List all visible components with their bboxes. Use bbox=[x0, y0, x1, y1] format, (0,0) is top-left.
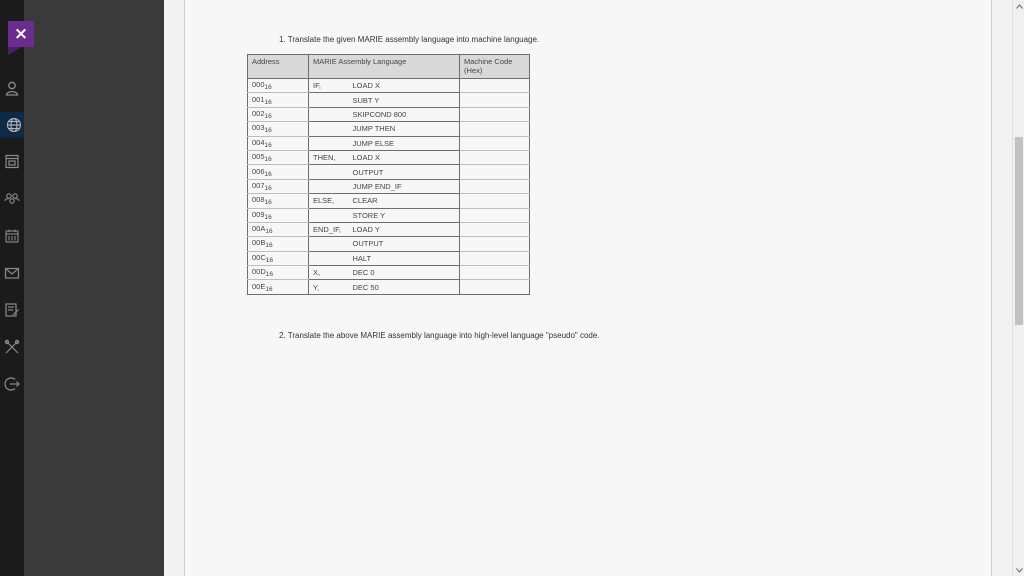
table-header-row bbox=[248, 55, 530, 79]
address-value: 007 bbox=[252, 180, 265, 190]
table-row bbox=[248, 266, 530, 280]
marie-table bbox=[247, 54, 530, 295]
address-base: 16 bbox=[265, 228, 273, 236]
table-row bbox=[248, 251, 530, 265]
label-cell bbox=[309, 251, 349, 265]
table-body bbox=[248, 79, 530, 295]
user-icon[interactable] bbox=[4, 80, 20, 96]
address-cell bbox=[248, 237, 309, 251]
instruction-cell: LOAD Y bbox=[349, 222, 460, 236]
machine-code-cell[interactable] bbox=[460, 222, 530, 236]
address-cell bbox=[248, 222, 309, 236]
nav-rail bbox=[0, 0, 24, 576]
instruction-cell: OUTPUT bbox=[349, 165, 460, 179]
address-cell bbox=[248, 79, 309, 93]
address-value: 006 bbox=[252, 166, 265, 176]
machine-code-cell[interactable] bbox=[460, 194, 530, 208]
address-cell bbox=[248, 208, 309, 222]
label-cell bbox=[309, 179, 349, 193]
address-cell bbox=[248, 150, 309, 164]
address-base: 16 bbox=[265, 242, 273, 250]
address-value: 001 bbox=[252, 94, 265, 104]
table-row bbox=[248, 93, 530, 107]
table-row bbox=[248, 122, 530, 136]
logout-icon[interactable] bbox=[4, 376, 20, 392]
machine-code-cell[interactable] bbox=[460, 251, 530, 265]
address-cell bbox=[248, 194, 309, 208]
label-cell: IF, bbox=[309, 79, 349, 93]
instruction-cell: JUMP THEN bbox=[349, 122, 460, 136]
instruction-cell: DEC 50 bbox=[349, 280, 460, 294]
address-base: 16 bbox=[264, 98, 272, 106]
mail-icon[interactable] bbox=[4, 265, 20, 281]
address-header: Address bbox=[248, 55, 309, 79]
label-cell bbox=[309, 136, 349, 150]
address-base: 16 bbox=[265, 285, 273, 293]
address-value: 000 bbox=[252, 80, 265, 90]
calendar-icon[interactable] bbox=[4, 153, 20, 169]
grades-icon[interactable] bbox=[4, 228, 20, 244]
instruction-cell: OUTPUT bbox=[349, 237, 460, 251]
address-cell bbox=[248, 179, 309, 193]
instruction-cell: DEC 0 bbox=[349, 266, 460, 280]
tools-icon[interactable] bbox=[4, 339, 20, 355]
address-cell bbox=[248, 280, 309, 294]
machine-code-cell[interactable] bbox=[460, 79, 530, 93]
instruction-cell: LOAD X bbox=[349, 150, 460, 164]
address-base: 16 bbox=[264, 112, 272, 120]
address-cell bbox=[248, 266, 309, 280]
address-value: 004 bbox=[252, 137, 265, 147]
address-value: 003 bbox=[252, 123, 265, 133]
table-row bbox=[248, 107, 530, 121]
table-row bbox=[248, 136, 530, 150]
address-value: 00D bbox=[252, 267, 266, 277]
machine-code-cell[interactable] bbox=[460, 93, 530, 107]
groups-icon[interactable] bbox=[4, 191, 20, 207]
assembly-header: MARIE Assembly Language bbox=[309, 55, 460, 79]
address-base: 16 bbox=[264, 141, 272, 149]
label-cell bbox=[309, 237, 349, 251]
globe-icon[interactable] bbox=[0, 112, 24, 138]
address-cell bbox=[248, 107, 309, 121]
address-cell bbox=[248, 251, 309, 265]
address-cell bbox=[248, 136, 309, 150]
instruction-cell: LOAD X bbox=[349, 79, 460, 93]
label-cell bbox=[309, 165, 349, 179]
machine-code-cell[interactable] bbox=[460, 150, 530, 164]
question-1-text: 1. Translate the given MARIE assembly language into machine language. bbox=[279, 35, 540, 44]
table-row bbox=[248, 280, 530, 294]
instruction-cell: STORE Y bbox=[349, 208, 460, 222]
vertical-scrollbar[interactable] bbox=[1012, 0, 1024, 576]
machine-code-cell[interactable] bbox=[460, 266, 530, 280]
table-row bbox=[248, 79, 530, 93]
address-base: 16 bbox=[264, 184, 272, 192]
label-cell: ELSE, bbox=[309, 194, 349, 208]
address-value: 00B bbox=[252, 238, 266, 248]
address-base: 16 bbox=[264, 127, 272, 135]
machine-code-cell[interactable] bbox=[460, 122, 530, 136]
address-cell bbox=[248, 165, 309, 179]
address-base: 16 bbox=[264, 199, 272, 207]
address-base: 16 bbox=[264, 156, 272, 164]
address-cell bbox=[248, 122, 309, 136]
machine-code-cell[interactable] bbox=[460, 237, 530, 251]
instruction-cell: SKIPCOND 800 bbox=[349, 107, 460, 121]
address-value: 005 bbox=[252, 152, 265, 162]
label-cell: THEN, bbox=[309, 150, 349, 164]
table-row bbox=[248, 165, 530, 179]
address-cell bbox=[248, 93, 309, 107]
machine-code-header: Machine Code (Hex) bbox=[460, 55, 530, 79]
label-cell bbox=[309, 93, 349, 107]
address-value: 00E bbox=[252, 281, 266, 291]
document-page bbox=[184, 0, 992, 576]
scroll-up-arrow-icon[interactable] bbox=[1015, 2, 1023, 10]
label-cell: X, bbox=[309, 266, 349, 280]
instruction-cell: CLEAR bbox=[349, 194, 460, 208]
address-value: 002 bbox=[252, 108, 265, 118]
address-base: 16 bbox=[264, 170, 272, 178]
label-cell bbox=[309, 208, 349, 222]
close-button[interactable]: × bbox=[8, 21, 34, 47]
address-value: 008 bbox=[252, 195, 265, 205]
address-value: 009 bbox=[252, 209, 265, 219]
address-base: 16 bbox=[264, 84, 272, 92]
instruction-cell: HALT bbox=[349, 251, 460, 265]
machine-code-cell[interactable] bbox=[460, 179, 530, 193]
address-base: 16 bbox=[264, 213, 272, 221]
question-2-text: 2. Translate the above MARIE assembly language into high-level language "pseudo" code. bbox=[279, 331, 600, 340]
table-row bbox=[248, 194, 530, 208]
address-base: 16 bbox=[265, 256, 273, 264]
address-value: 00C bbox=[252, 252, 266, 262]
edit-icon[interactable] bbox=[4, 302, 20, 318]
scrollbar-thumb[interactable] bbox=[1015, 137, 1023, 325]
close-button-tab bbox=[8, 47, 22, 55]
table-row bbox=[248, 179, 530, 193]
machine-code-cell[interactable] bbox=[460, 280, 530, 294]
table-row bbox=[248, 237, 530, 251]
label-cell: Y, bbox=[309, 280, 349, 294]
machine-code-cell[interactable] bbox=[460, 208, 530, 222]
table-row bbox=[248, 150, 530, 164]
address-value: 00A bbox=[252, 224, 266, 234]
scroll-down-arrow-icon[interactable] bbox=[1015, 566, 1023, 574]
table-row bbox=[248, 222, 530, 236]
side-panel bbox=[24, 0, 164, 576]
machine-code-cell[interactable] bbox=[460, 107, 530, 121]
machine-code-cell[interactable] bbox=[460, 165, 530, 179]
machine-code-cell[interactable] bbox=[460, 136, 530, 150]
label-cell bbox=[309, 107, 349, 121]
instruction-cell: SUBT Y bbox=[349, 93, 460, 107]
instruction-cell: JUMP END_IF bbox=[349, 179, 460, 193]
label-cell: END_IF, bbox=[309, 222, 349, 236]
instruction-cell: JUMP ELSE bbox=[349, 136, 460, 150]
address-base: 16 bbox=[265, 271, 273, 279]
label-cell bbox=[309, 122, 349, 136]
table-row bbox=[248, 208, 530, 222]
